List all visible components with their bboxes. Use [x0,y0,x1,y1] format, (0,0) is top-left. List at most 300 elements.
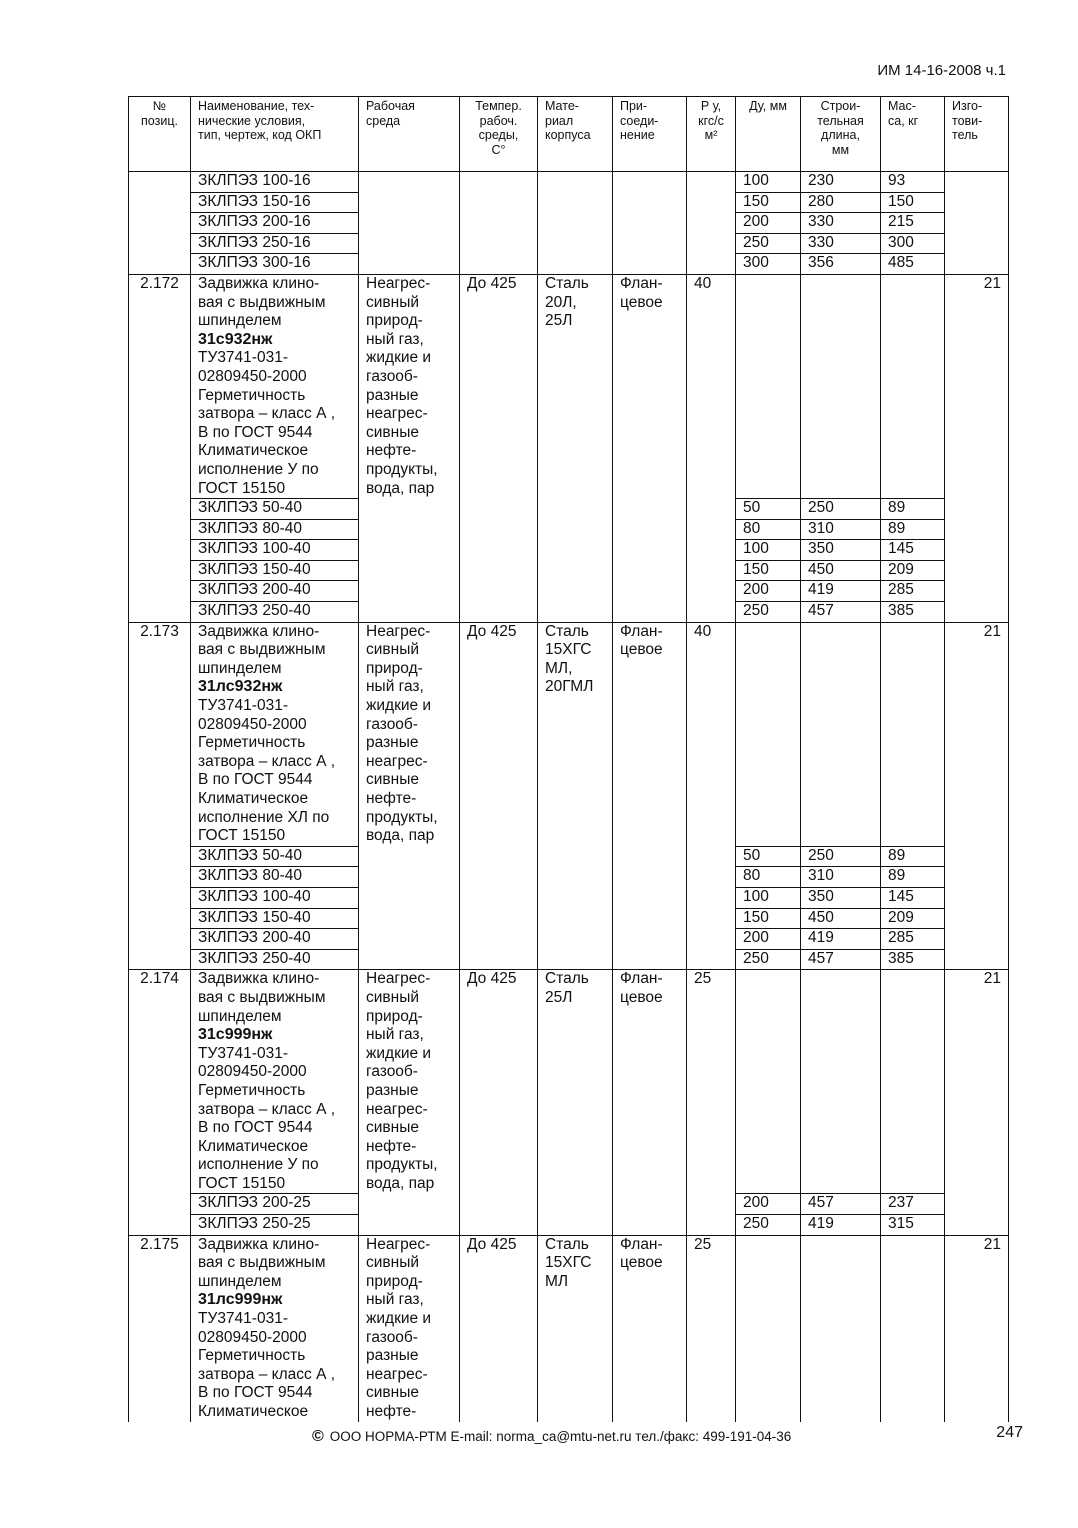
medium-line: жидкие и [366,349,432,367]
connection-cell [613,867,687,888]
connection-cell [613,1194,687,1215]
table-row [129,622,1009,846]
model-code-cell: ЗКЛПЭЗ 80-40 [191,519,359,540]
mass-cell: 89 [881,499,945,520]
medium-line: природ- [366,312,423,330]
working-medium [359,1235,460,1421]
pos-cell [129,499,191,520]
description-line: Герметичность [198,1347,306,1365]
pressure: 40 [687,622,736,846]
maker-cell [945,602,1009,623]
pressure-cell [687,929,736,950]
manufacturer-code: 21 [945,274,1009,498]
table-row [129,213,1009,234]
item-description [191,274,359,498]
medium-line: Неагрес- [366,274,431,292]
medium-line: жидкие и [366,1310,432,1328]
item-description [191,1235,359,1421]
model-designation: 31с932нж [198,330,273,348]
mass-cell: 300 [881,233,945,254]
maker-cell [945,499,1009,520]
maker-cell [945,1215,1009,1236]
pos-cell [129,1194,191,1215]
position-number: 2.174 [129,970,191,1194]
mass-cell: 89 [881,846,945,867]
pressure-cell [687,581,736,602]
du-cell: 50 [736,499,801,520]
mass-cell [881,1235,945,1421]
medium-cell [359,846,460,867]
connection-cell [613,172,687,193]
mass-cell: 145 [881,540,945,561]
header-du: Ду, мм [736,97,801,172]
description-line: шпинделем [198,312,282,330]
pos-cell [129,1215,191,1236]
pressure-cell [687,233,736,254]
medium-line: сивные [366,423,419,441]
medium-line: жидкие и [366,697,432,715]
medium-cell [359,233,460,254]
temperature: До 425 [460,1235,538,1421]
material-cell [538,499,613,520]
medium-line: Неагрес- [366,1235,431,1253]
connection-cell [613,581,687,602]
maker-cell [945,213,1009,234]
working-medium [359,622,460,846]
length-cell: 310 [801,519,881,540]
medium-line: нефте- [366,442,417,460]
pos-cell [129,540,191,561]
table-row [129,908,1009,929]
table-row [129,970,1009,1194]
model-code-cell: ЗКЛПЭЗ 250-40 [191,949,359,970]
material-line: 25Л [545,988,573,1006]
pos-cell [129,254,191,275]
pressure-cell [687,540,736,561]
header-mass: Мас- са, кг [881,97,945,172]
medium-cell [359,949,460,970]
pressure-cell [687,519,736,540]
length-cell: 419 [801,1215,881,1236]
material-cell [538,540,613,561]
maker-cell [945,233,1009,254]
material-cell [538,213,613,234]
description-line: Задвижка клино- [198,622,320,640]
length-cell: 457 [801,1194,881,1215]
connection-cell [613,846,687,867]
medium-cell [359,887,460,908]
medium-line: сивный [366,293,420,311]
medium-line: вода, пар [366,1174,435,1192]
model-code-cell: ЗКЛПЭЗ 100-40 [191,540,359,561]
temp-cell [460,519,538,540]
pos-cell [129,929,191,950]
medium-line: разные [366,1347,419,1365]
temp-cell [460,192,538,213]
pos-cell [129,192,191,213]
length-cell: 330 [801,213,881,234]
connection-cell [613,254,687,275]
maker-cell [945,519,1009,540]
model-code-cell: ЗКЛПЭЗ 50-40 [191,846,359,867]
material-line: Сталь [545,970,589,988]
body-material [538,622,613,846]
length-cell: 350 [801,887,881,908]
mass-cell: 285 [881,929,945,950]
description-line: В по ГОСТ 9544 [198,423,313,441]
medium-line: нефте- [366,790,417,807]
temp-cell [460,172,538,193]
pressure-cell [687,172,736,193]
medium-line: ный газ, [366,1291,424,1309]
material-cell [538,192,613,213]
connection-cell [613,213,687,234]
temp-cell [460,233,538,254]
model-code-cell: ЗКЛПЭЗ 150-16 [191,192,359,213]
temp-cell [460,908,538,929]
pressure-cell [687,254,736,275]
description-line: ГОСТ 15150 [198,827,286,845]
medium-line: разные [366,386,419,404]
description-line: затвора – класс А , [198,405,336,423]
length-cell: 250 [801,846,881,867]
length-cell: 280 [801,192,881,213]
connection-cell [613,233,687,254]
material-cell [538,233,613,254]
medium-line: газооб- [366,1328,418,1346]
model-code-cell: ЗКЛПЭЗ 150-40 [191,908,359,929]
item-description [191,622,359,846]
medium-line: продукты, [366,460,438,478]
header-maker: Изго- тови- тель [945,97,1009,172]
length-cell: 457 [801,949,881,970]
mass-cell: 215 [881,213,945,234]
temp-cell [460,254,538,275]
connection-line: Флан- [620,274,663,292]
model-code-cell: ЗКЛПЭЗ 200-16 [191,213,359,234]
du-cell [736,274,801,498]
pressure: 40 [687,274,736,498]
length-cell: 457 [801,602,881,623]
table-header-row [129,97,1009,172]
pos-cell [129,846,191,867]
material-cell [538,560,613,581]
mass-cell [881,274,945,498]
connection-type [613,1235,687,1421]
model-code-cell: ЗКЛПЭЗ 200-25 [191,1194,359,1215]
table-row [129,887,1009,908]
table-row [129,233,1009,254]
description-line: Климатическое [198,790,309,807]
medium-line: сивный [366,641,420,659]
table-row [129,254,1009,275]
pressure: 25 [687,970,736,1194]
medium-line: неагрес- [366,1100,428,1118]
temp-cell [460,929,538,950]
du-cell: 200 [736,213,801,234]
table-row [129,560,1009,581]
table-row [129,581,1009,602]
description-line: В по ГОСТ 9544 [198,1119,313,1137]
medium-line: сивный [366,988,420,1006]
du-cell: 100 [736,172,801,193]
material-cell [538,1215,613,1236]
medium-line: природ- [366,1272,423,1290]
medium-cell [359,581,460,602]
pos-cell [129,949,191,970]
footer [312,1428,791,1446]
model-code-cell: ЗКЛПЭЗ 100-40 [191,887,359,908]
body-material [538,1235,613,1421]
manufacturer-code: 21 [945,622,1009,846]
maker-cell [945,172,1009,193]
material-cell [538,581,613,602]
header-material: Мате- риал корпуса [538,97,613,172]
material-cell [538,908,613,929]
du-cell: 80 [736,867,801,888]
table-row [129,499,1009,520]
medium-line: Неагрес- [366,970,431,988]
du-cell [736,1235,801,1421]
length-cell [801,274,881,498]
pressure-cell [687,867,736,888]
description-line: Задвижка клино- [198,274,320,292]
table-body [129,172,1009,1422]
material-cell [538,172,613,193]
du-cell: 200 [736,581,801,602]
connection-cell [613,499,687,520]
model-code-cell: ЗКЛПЭЗ 150-40 [191,560,359,581]
model-code-cell: ЗКЛПЭЗ 200-40 [191,929,359,950]
du-cell: 250 [736,1215,801,1236]
du-cell: 80 [736,519,801,540]
connection-cell [613,540,687,561]
temp-cell [460,213,538,234]
pressure-cell [687,213,736,234]
material-cell [538,887,613,908]
du-cell: 200 [736,929,801,950]
mass-cell [881,622,945,846]
medium-cell [359,867,460,888]
medium-cell [359,908,460,929]
description-line: 02809450-2000 [198,1063,307,1081]
connection-line: цевое [620,1254,663,1272]
description-line: ТУ3741-031- [198,1310,288,1328]
position-number: 2.173 [129,622,191,846]
connection-cell [613,1215,687,1236]
pressure-cell [687,908,736,929]
material-cell [538,846,613,867]
medium-line: ный газ, [366,1026,424,1044]
medium-line: ный газ, [366,678,424,696]
medium-line: сивный [366,1254,420,1272]
description-line: вая с выдвижным [198,1254,326,1272]
length-cell: 230 [801,172,881,193]
medium-cell [359,213,460,234]
mass-cell: 285 [881,581,945,602]
mass-cell: 93 [881,172,945,193]
document-code: ИМ 14-16-2008 ч.1 [877,62,1006,79]
pressure-cell [687,846,736,867]
du-cell: 250 [736,602,801,623]
position-number: 2.175 [129,1235,191,1421]
material-line: Сталь [545,1235,589,1253]
connection-cell [613,929,687,950]
connection-cell [613,192,687,213]
manufacturer-code: 21 [945,1235,1009,1421]
description-line: затвора – класс А , [198,1100,336,1118]
description-line: Задвижка клино- [198,1235,320,1253]
material-line: МЛ [545,1272,569,1290]
medium-cell [359,560,460,581]
du-cell: 200 [736,1194,801,1215]
du-cell [736,622,801,846]
connection-cell [613,887,687,908]
temp-cell [460,499,538,520]
pressure-cell [687,192,736,213]
temp-cell [460,1194,538,1215]
model-code-cell: ЗКЛПЭЗ 250-16 [191,233,359,254]
pressure-cell [687,1215,736,1236]
connection-cell [613,949,687,970]
pressure-cell [687,887,736,908]
footer-text: ООО НОРМА-РТМ E-mail: norma_ca@mtu-net.ru тел./факс: 499-191-04-36 [329,1429,792,1444]
medium-line: природ- [366,1007,423,1025]
description-line: Герметичность [198,386,306,404]
maker-cell [945,581,1009,602]
connection-cell [613,908,687,929]
header-length: Строи- тельная длина, мм [801,97,881,172]
medium-line: разные [366,734,419,752]
medium-line: разные [366,1081,419,1099]
model-code-cell: ЗКЛПЭЗ 200-40 [191,581,359,602]
medium-cell [359,929,460,950]
temp-cell [460,540,538,561]
temperature: До 425 [460,274,538,498]
description-line: ТУ3741-031- [198,349,288,367]
medium-line: Неагрес- [366,622,431,640]
material-line: Сталь [545,274,589,292]
du-cell: 250 [736,233,801,254]
table-row [129,1235,1009,1421]
specification-table [128,96,1009,1422]
du-cell: 100 [736,540,801,561]
medium-line: продукты, [366,808,438,826]
table-row [129,274,1009,498]
du-cell: 150 [736,192,801,213]
connection-cell [613,602,687,623]
medium-cell [359,254,460,275]
manufacturer-code: 21 [945,970,1009,1194]
material-cell [538,519,613,540]
description-line: Герметичность [198,1081,306,1099]
mass-cell: 385 [881,602,945,623]
material-line: 25Л [545,312,573,330]
position-number: 2.172 [129,274,191,498]
du-cell: 150 [736,908,801,929]
material-cell [538,949,613,970]
pos-cell [129,213,191,234]
connection-type [613,274,687,498]
header-name: Наименование, тех- нические условия, тип, чертеж, код ОКП [191,97,359,172]
table-row [129,867,1009,888]
medium-line: неагрес- [366,752,428,770]
maker-cell [945,949,1009,970]
medium-line: неагрес- [366,405,428,423]
working-medium [359,970,460,1194]
mass-cell: 150 [881,192,945,213]
model-designation: 31лс999нж [198,1291,283,1309]
temp-cell [460,560,538,581]
medium-line: вода, пар [366,479,435,497]
item-description [191,970,359,1194]
material-line: Сталь [545,622,589,640]
pos-cell [129,602,191,623]
material-line: 15ХГС [545,1254,592,1272]
pressure-cell [687,1194,736,1215]
copyright-icon: © [312,1428,324,1445]
material-cell [538,929,613,950]
description-line: В по ГОСТ 9544 [198,1384,313,1402]
table-row [129,192,1009,213]
connection-line: Флан- [620,622,663,640]
medium-cell [359,540,460,561]
du-cell: 250 [736,949,801,970]
table-row [129,519,1009,540]
table-row [129,540,1009,561]
model-code-cell: ЗКЛПЭЗ 250-25 [191,1215,359,1236]
temperature: До 425 [460,622,538,846]
description-line: шпинделем [198,1007,282,1025]
maker-cell [945,560,1009,581]
model-code-cell: ЗКЛПЭЗ 250-40 [191,602,359,623]
maker-cell [945,887,1009,908]
header-pos: № позиц. [129,97,191,172]
connection-type [613,622,687,846]
description-line: Климатическое [198,1403,309,1420]
medium-line: нефте- [366,1137,417,1155]
temp-cell [460,846,538,867]
medium-cell [359,1194,460,1215]
pos-cell [129,908,191,929]
connection-line: цевое [620,293,663,311]
pos-cell [129,887,191,908]
medium-line: неагрес- [366,1365,428,1383]
description-line: вая с выдвижным [198,641,326,659]
pressure-cell [687,560,736,581]
mass-cell: 485 [881,254,945,275]
pos-cell [129,519,191,540]
description-line: исполнение ХЛ по [198,808,330,826]
pressure-cell [687,949,736,970]
description-line: затвора – класс А , [198,1365,336,1383]
medium-line: ный газ, [366,330,424,348]
description-line: Климатическое [198,1137,309,1155]
pressure-cell [687,499,736,520]
model-code-cell: ЗКЛПЭЗ 50-40 [191,499,359,520]
connection-cell [613,519,687,540]
temp-cell [460,887,538,908]
medium-cell [359,1215,460,1236]
mass-cell [881,970,945,1194]
description-line: ГОСТ 15150 [198,1174,286,1192]
length-cell: 350 [801,540,881,561]
model-designation: 31лс932нж [198,678,283,696]
model-code-cell: ЗКЛПЭЗ 100-16 [191,172,359,193]
medium-cell [359,519,460,540]
description-line: 02809450-2000 [198,715,307,733]
length-cell [801,970,881,1194]
